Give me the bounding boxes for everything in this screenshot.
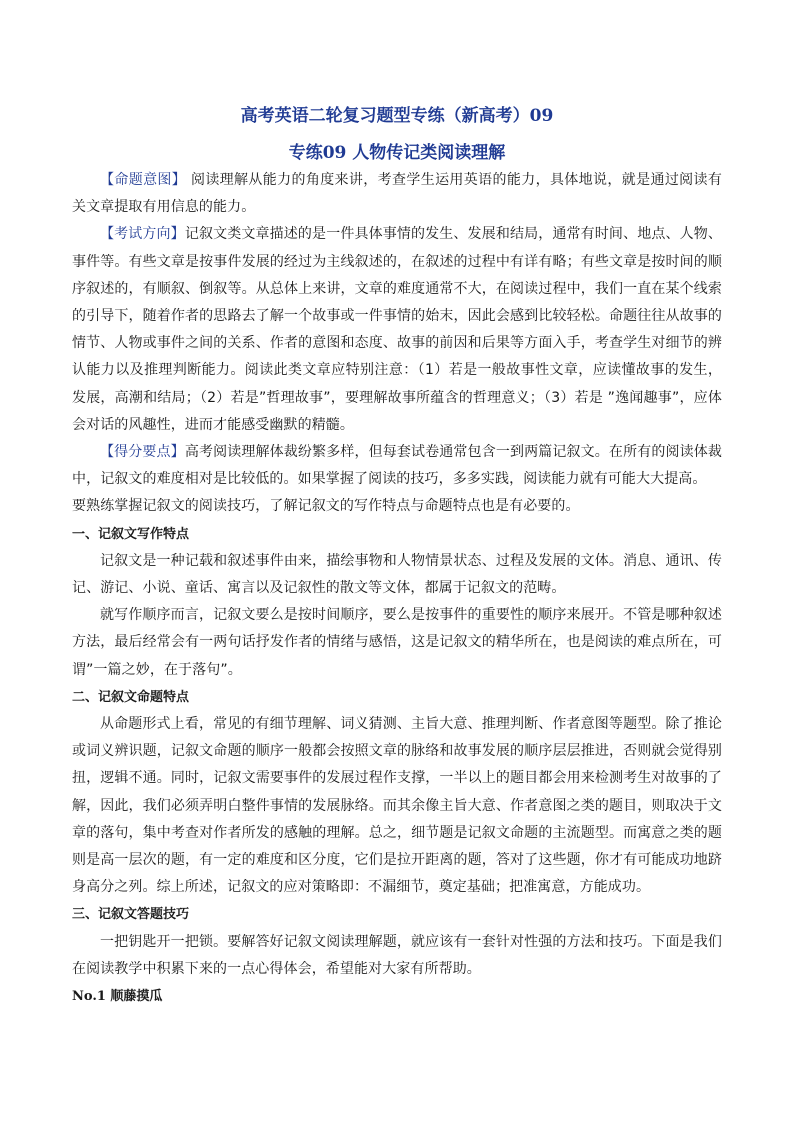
- document-title: 高考英语二轮复习题型专练（新高考）09: [240, 106, 554, 126]
- intro-label: 【得分要点】: [100, 444, 185, 461]
- document-subtitle: 专练09 人物传记类阅读理解: [288, 143, 506, 163]
- intro-text: 高考阅读理解体裁纷繁多样，但每套试卷通常包含一到两篇记叙文。在所有的阅读体裁中，记叙文的难度相对是比较低的。如果掌握了阅读的技巧，多多实践，阅读能力就有可能大大提高。: [72, 444, 722, 488]
- intro-extra-line: 要熟练掌握记叙文的阅读技巧，了解记叙文的写作特点与命题特点也是有必要的。: [72, 498, 580, 515]
- intro-paragraph-points: [72, 439, 722, 493]
- technique-subheading: No.1 顺藤摸瓜: [72, 989, 163, 1005]
- section-heading-questions: 二、记叙文命题特点: [72, 689, 190, 705]
- intro-paragraph-purpose: [72, 167, 722, 221]
- section-paragraph: 就写作顺序而言，记叙文要么是按时间顺序，要么是按事件的重要性的顺序来展开。不管是哪种叙述方法，最后经常会有一两句话抒发作者的情绪与感悟，这是记叙文的精华所在，也是阅读的难点所在，可谓”一篇之妙，在于落句”。: [72, 607, 722, 678]
- section-heading-writing: 一、记叙文写作特点: [72, 526, 190, 542]
- intro-paragraph-direction: [72, 221, 722, 439]
- intro-label: 【考试方向】: [100, 226, 185, 243]
- intro-label: 【命题意图】: [100, 172, 187, 188]
- intro-text: 阅读理解从能力的角度来讲，考查学生运用英语的能力，具体地说，就是通过阅读有关文章提取有用信息的能力。: [72, 172, 722, 216]
- section-paragraph: 记叙文是一种记载和叙述事件由来，描绘事物和人物情景状态、过程及发展的文体。消息、通讯、传记、游记、小说、童话、寓言以及记叙性的散文等文体，都属于记叙文的范畴。: [72, 552, 722, 597]
- intro-text: 记叙文类文章描述的是一件具体事情的发生、发展和结局，通常有时间、地点、人物、事件等。有些文章是按事件发展的经过为主线叙述的，在叙述的过程中有详有略；有些文章是按时间的顺序叙述的，有顺叙、倒叙等。从总体上来讲，文章的难度通常不大，在阅读过程中，我们一直在某个线索的引导下，随着作者的思路去了解一个故事或一件事情的始末，因此会感到比较轻松。命题往往从故事的情节、人物或事件之间的关系、作者的意图和态度、故事的前因和后果等方面入手，考查学生对细节的辨认能力以及推理判断能力。阅读此类文章应特别注意：（1）若是一般故事性文章，应读懂故事的发生，发展，高潮和结局；（2）若是”哲理故事”，要理解故事所蕴含的哲理意义；（3）若是 ”逸闻趣事”，应体会对话的风趣性，进而才能感受幽默的精髓。: [72, 226, 722, 433]
- section-paragraph: 从命题形式上看，常见的有细节理解、词义猜测、主旨大意、推理判断、作者意图等题型。除了推论或词义辨识题，记叙文命题的顺序一般都会按照文章的脉络和故事发展的顺序层层推进，否则就会觉得别扭，逻辑不通。同时，记叙文需要事件的发展过程作支撑，一半以上的题目都会用来检测考生对故事的了解，因此，我们必须弄明白整件事情的发展脉络。而其余像主旨大意、作者意图之类的题目，则取决于文章的落句，集中考查对作者所发的感触的理解。总之，细节题是记叙文命题的主流题型。而寓意之类的题则是高一层次的题，有一定的难度和区分度，它们是拉开距离的题，答对了这些题，你才有可能成功地跻身高分之列。综上所述，记叙文的应对策略即：不漏细节，奠定基础；把准寓意，方能成功。: [72, 716, 722, 896]
- section-heading-techniques: 三、记叙文答题技巧: [72, 907, 190, 923]
- section-paragraph: 一把钥匙开一把锁。要解答好记叙文阅读理解题，就应该有一套针对性强的方法和技巧。下面是我们在阅读教学中积累下来的一点心得体会，希望能对大家有所帮助。: [72, 933, 722, 977]
